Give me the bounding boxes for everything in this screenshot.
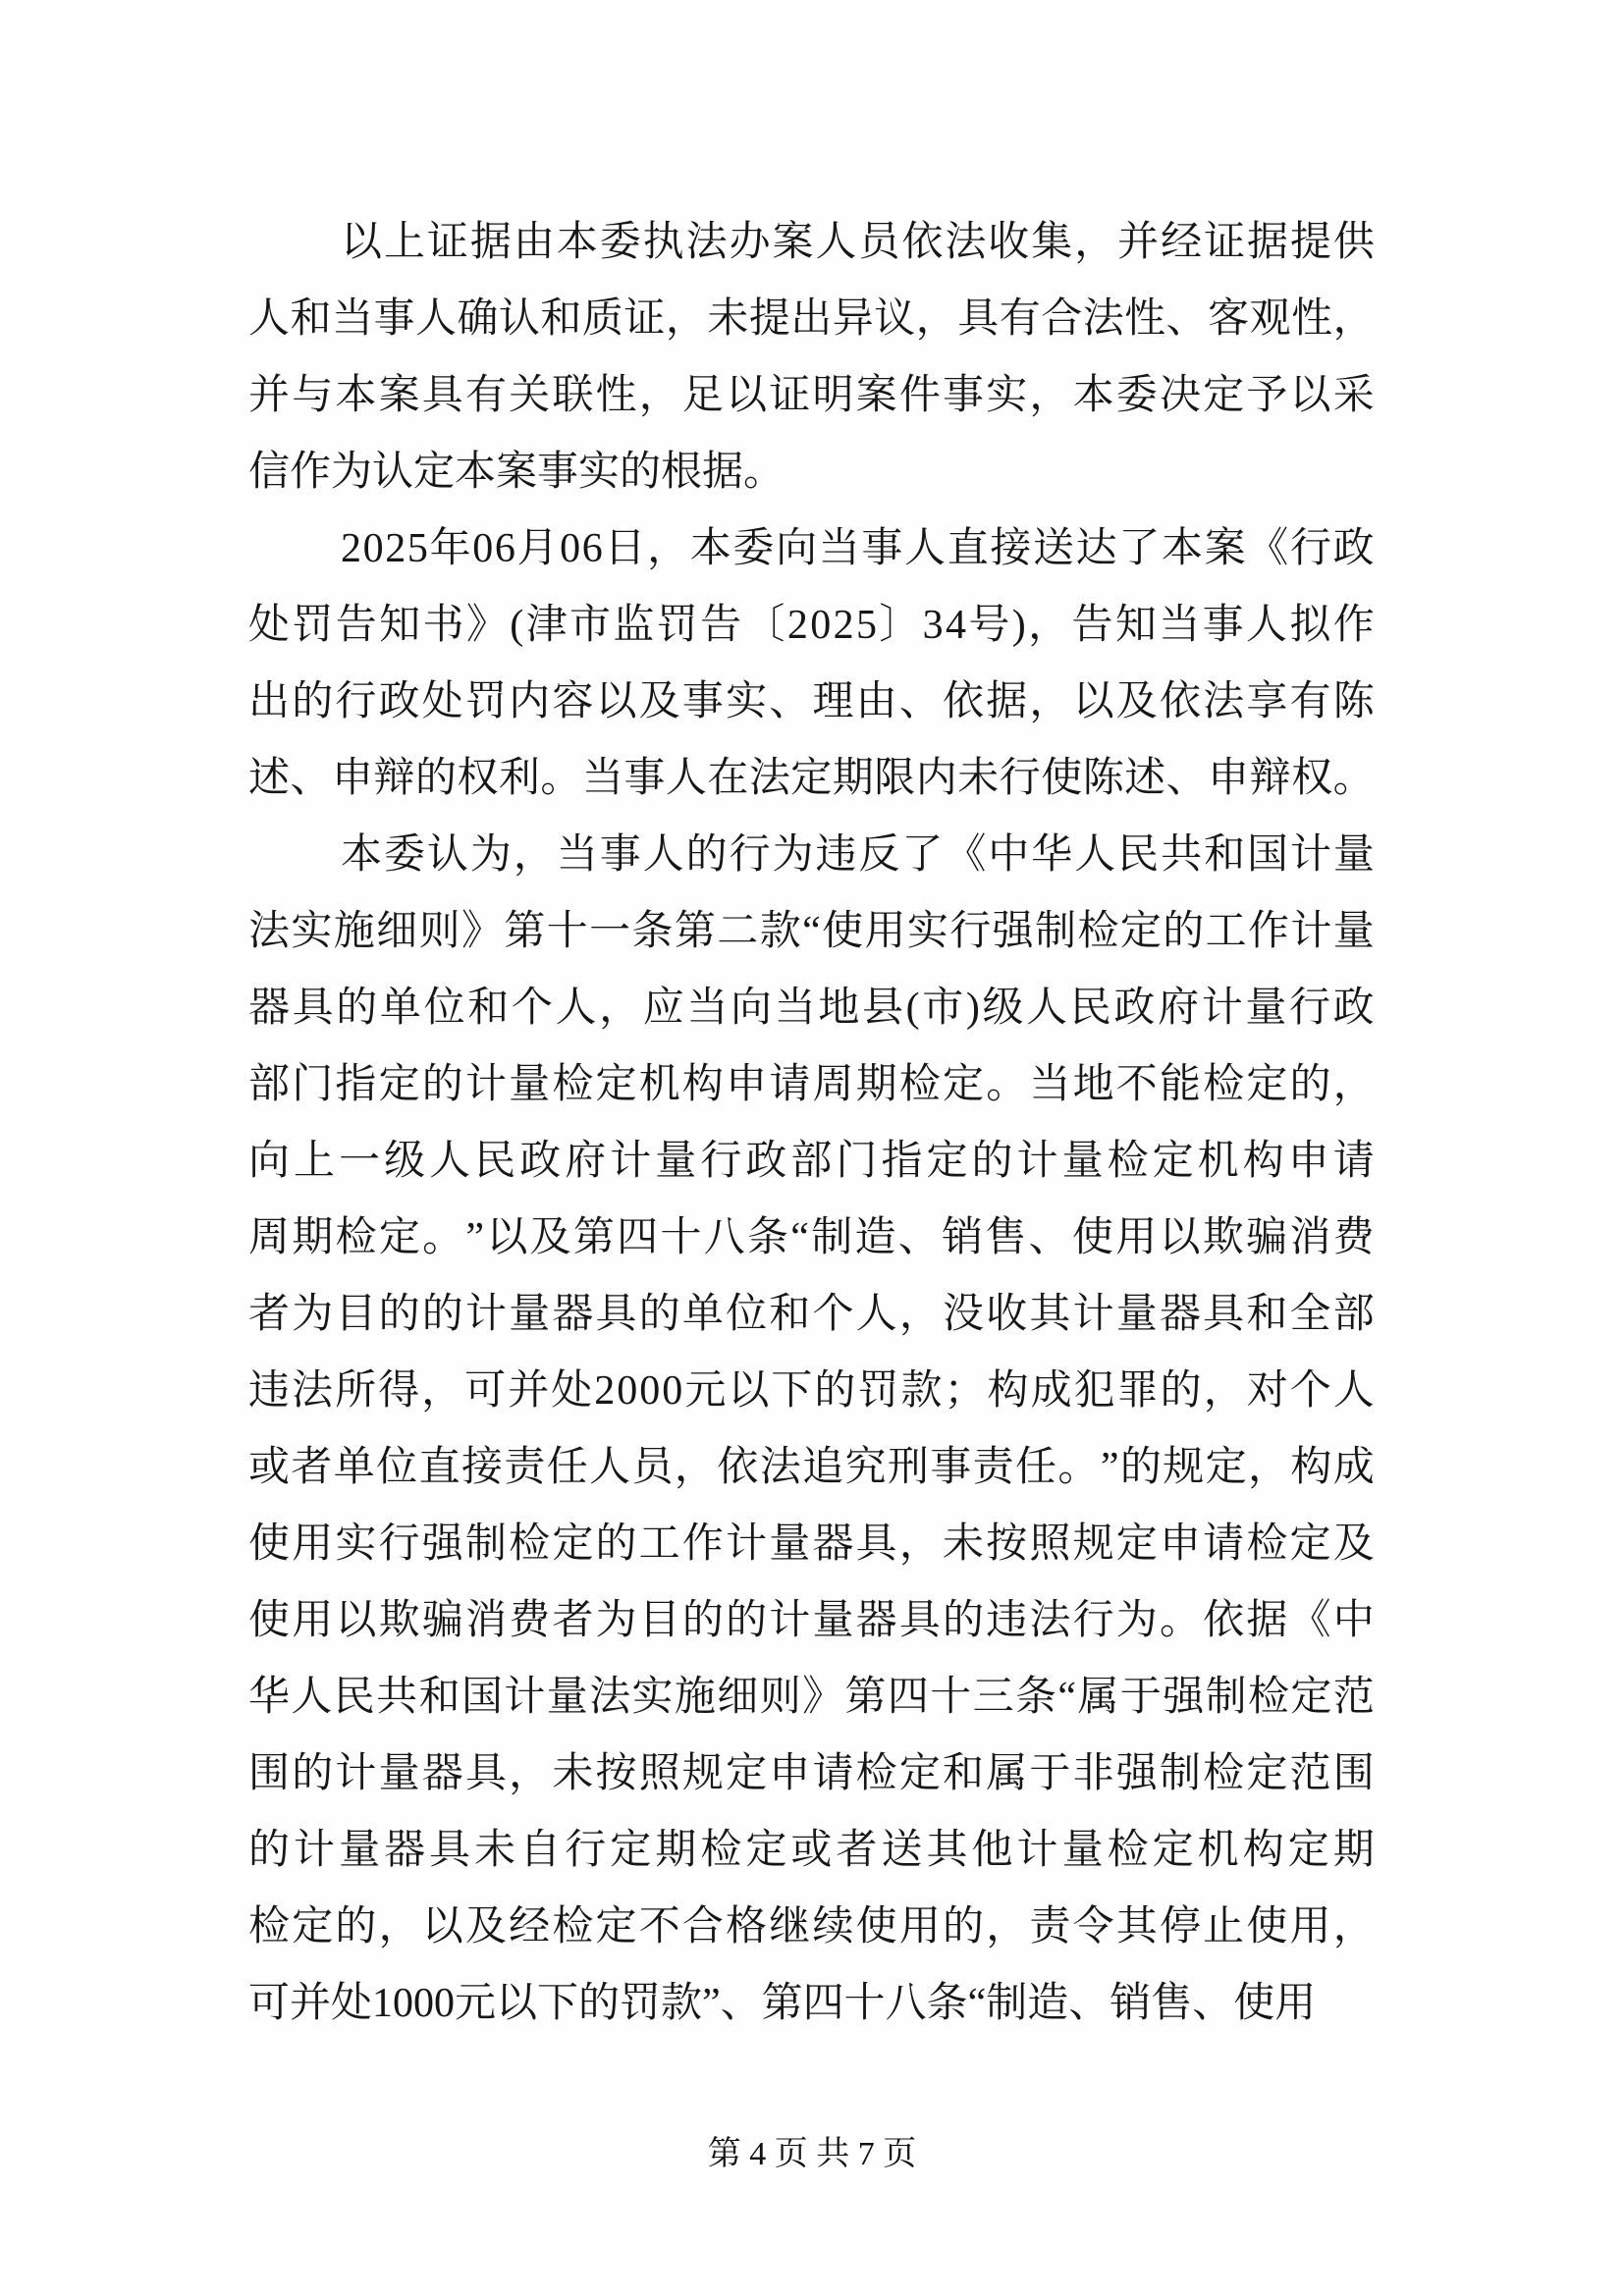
text-line: 周 期 检 定 。 ” 以 及 第 四 十 八 条 “ 制 造 、 销 售 、 使 用 以 欺 骗 消 费	[248, 1215, 1375, 1260]
text-line: 使 用 实 行 强 制 检 定 的 工 作 计 量 器 具 ， 未 按 照 规 定 申 请 检 定 及	[248, 1522, 1375, 1567]
text-line: 法 实 施 细 则 》 第 十 一 条 第 二 款 “ 使 用 实 行 强 制 检 定 的 工 作 计 量	[248, 909, 1375, 954]
text-line: 处 罚 告 知 书 》 ( 津 市 监 罚 告 〔 2 0 2 5 〕 3 4 号 ) ， 告 知 当 事 人 拟 作	[248, 603, 1375, 648]
text-line: 2 0 2 5 年 0 6 月 0 6 日 ， 本 委 向 当 事 人 直 接 送 达 了 本 案 《 行 政	[341, 526, 1375, 571]
text-line: 出 的 行 政 处 罚 内 容 以 及 事 实 、 理 由 、 依 据 ， 以 及 依 法 享 有 陈	[248, 679, 1375, 724]
text-line: 信作为认定本案事实的根据。	[248, 450, 785, 495]
text-line: 述 、 申 辩 的 权 利 。 当 事 人 在 法 定 期 限 内 未 行 使 陈 述 、 申 辩 权 。	[248, 756, 1375, 801]
text-line: 或 者 单 位 直 接 责 任 人 员 ， 依 法 追 究 刑 事 责 任 。 ” 的 规 定 ， 构 成	[248, 1445, 1375, 1490]
page-footer: 第 4 页 共 7 页	[707, 2136, 917, 2172]
text-line: 者 为 目 的 的 计 量 器 具 的 单 位 和 个 人 ， 没 收 其 计 量 器 具 和 全 部	[248, 1292, 1375, 1337]
text-line: 人 和 当 事 人 确 认 和 质 证 ， 未 提 出 异 议 ， 具 有 合 法 性 、 客 观 性 ，	[248, 296, 1375, 342]
text-line: 并 与 本 案 具 有 关 联 性 ， 足 以 证 明 案 件 事 实 ， 本 委 决 定 予 以 采	[248, 373, 1375, 418]
text-line: 以 上 证 据 由 本 委 执 法 办 案 人 员 依 法 收 集 ， 并 经 证 据 提 供	[341, 220, 1375, 265]
document-body	[248, 204, 1375, 2042]
text-line: 器 具 的 单 位 和 个 人 ， 应 当 向 当 地 县 ( 市 ) 级 人 民 政 府 计 量 行 政	[248, 986, 1375, 1031]
text-line: 可并处1000元以下的罚款”、第四十八条“制造、销售、使用	[248, 1981, 1317, 2026]
text-line: 的 计 量 器 具 未 自 行 定 期 检 定 或 者 送 其 他 计 量 检 定 机 构 定 期	[248, 1828, 1375, 1873]
text-line: 围 的 计 量 器 具 ， 未 按 照 规 定 申 请 检 定 和 属 于 非 强 制 检 定 范 围	[248, 1751, 1375, 1796]
text-line: 本 委 认 为 ， 当 事 人 的 行 为 违 反 了 《 中 华 人 民 共 和 国 计 量	[341, 832, 1375, 878]
text-line: 部 门 指 定 的 计 量 检 定 机 构 申 请 周 期 检 定 。 当 地 不 能 检 定 的 ，	[248, 1062, 1375, 1107]
text-line: 使 用 以 欺 骗 消 费 者 为 目 的 的 计 量 器 具 的 违 法 行 为 。 依 据 《 中	[248, 1598, 1375, 1643]
text-line: 检 定 的 ， 以 及 经 检 定 不 合 格 继 续 使 用 的 ， 责 令 其 停 止 使 用 ，	[248, 1904, 1375, 1949]
text-line: 向 上 一 级 人 民 政 府 计 量 行 政 部 门 指 定 的 计 量 检 定 机 构 申 请	[248, 1139, 1375, 1184]
text-line: 华 人 民 共 和 国 计 量 法 实 施 细 则 》 第 四 十 三 条 “ 属 于 强 制 检 定 范	[248, 1675, 1375, 1720]
text-line: 违 法 所 得 ， 可 并 处 2 0 0 0 元 以 下 的 罚 款 ； 构 成 犯 罪 的 ， 对 个 人	[248, 1368, 1375, 1414]
